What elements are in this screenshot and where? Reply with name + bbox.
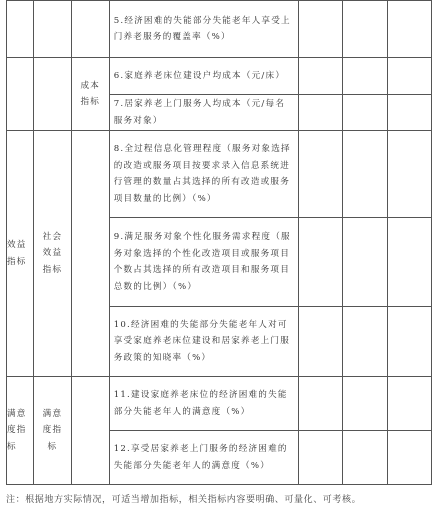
table-cell — [71, 1, 109, 58]
table-cell — [343, 431, 387, 485]
table-cell — [71, 131, 109, 377]
table-cell — [387, 218, 431, 307]
table-cell — [298, 218, 342, 307]
satisfaction-sub-label: 满意度指标 — [34, 377, 72, 485]
table-cell — [298, 307, 342, 377]
table-cell — [298, 1, 342, 58]
indicator-item-6: 6.家庭养老床位建设户均成本（元/床） — [109, 58, 298, 95]
table-row — [7, 131, 432, 218]
table-cell — [343, 307, 387, 377]
table-cell — [387, 307, 431, 377]
cost-indicator-label: 成本指标 — [71, 58, 109, 131]
table-cell — [387, 95, 431, 131]
indicator-item-12: 12.享受居家养老上门服务的经济困难的失能部分失能老年人的满意度（%） — [109, 431, 298, 485]
indicator-table — [6, 0, 432, 485]
indicator-item-9: 9.满足服务对象个性化服务需求程度（服务对象选择的个性化改造项目或服务项目个数占其选择的所有改造项目和服务项目总数的比例）（%） — [109, 218, 298, 307]
table-cell — [298, 58, 342, 95]
table-row — [7, 377, 432, 431]
indicator-item-10: 10.经济困难的失能部分失能老年人对可享受家庭养老床位建设和居家养老上门服务政策的知晓率（%） — [109, 307, 298, 377]
indicator-item-5: 5.经济困难的失能部分失能老年人享受上门养老服务的覆盖率（%） — [109, 1, 298, 58]
table-cell — [343, 1, 387, 58]
table-cell — [298, 377, 342, 431]
table-cell — [343, 377, 387, 431]
table-cell — [34, 58, 72, 131]
table-cell — [7, 58, 34, 131]
indicator-item-8: 8.全过程信息化管理程度（服务对象选择的改造或服务项目按要求录入信息系统进行管理的数量占其选择的所有改造或服务项目数量的比例）（%） — [109, 131, 298, 218]
table-cell — [387, 1, 431, 58]
table-cell — [298, 431, 342, 485]
performance-indicator-label: 效益指标 — [7, 131, 34, 377]
table-cell — [343, 95, 387, 131]
table-cell — [387, 431, 431, 485]
table-cell — [71, 377, 109, 485]
table-row — [7, 1, 432, 58]
table-cell — [387, 377, 431, 431]
table-cell — [7, 1, 34, 58]
satisfaction-indicator-label: 满意度指标 — [7, 377, 34, 485]
table-cell — [343, 131, 387, 218]
table-row — [7, 58, 432, 95]
footnote: 注：根据地方实际情况，可适当增加指标，相关指标内容要明确、可量化、可考核。 — [6, 495, 362, 505]
table-cell — [387, 58, 431, 95]
table-cell — [298, 95, 342, 131]
table-cell — [343, 218, 387, 307]
table-cell — [298, 131, 342, 218]
table-cell — [34, 1, 72, 58]
table-cell — [387, 131, 431, 218]
table-cell — [343, 58, 387, 95]
social-benefit-label: 社会效益指标 — [34, 131, 72, 377]
indicator-item-7: 7.居家养老上门服务人均成本（元/每名服务对象） — [109, 95, 298, 131]
indicator-item-11: 11.建设家庭养老床位的经济困难的失能部分失能老年人的满意度（%） — [109, 377, 298, 431]
